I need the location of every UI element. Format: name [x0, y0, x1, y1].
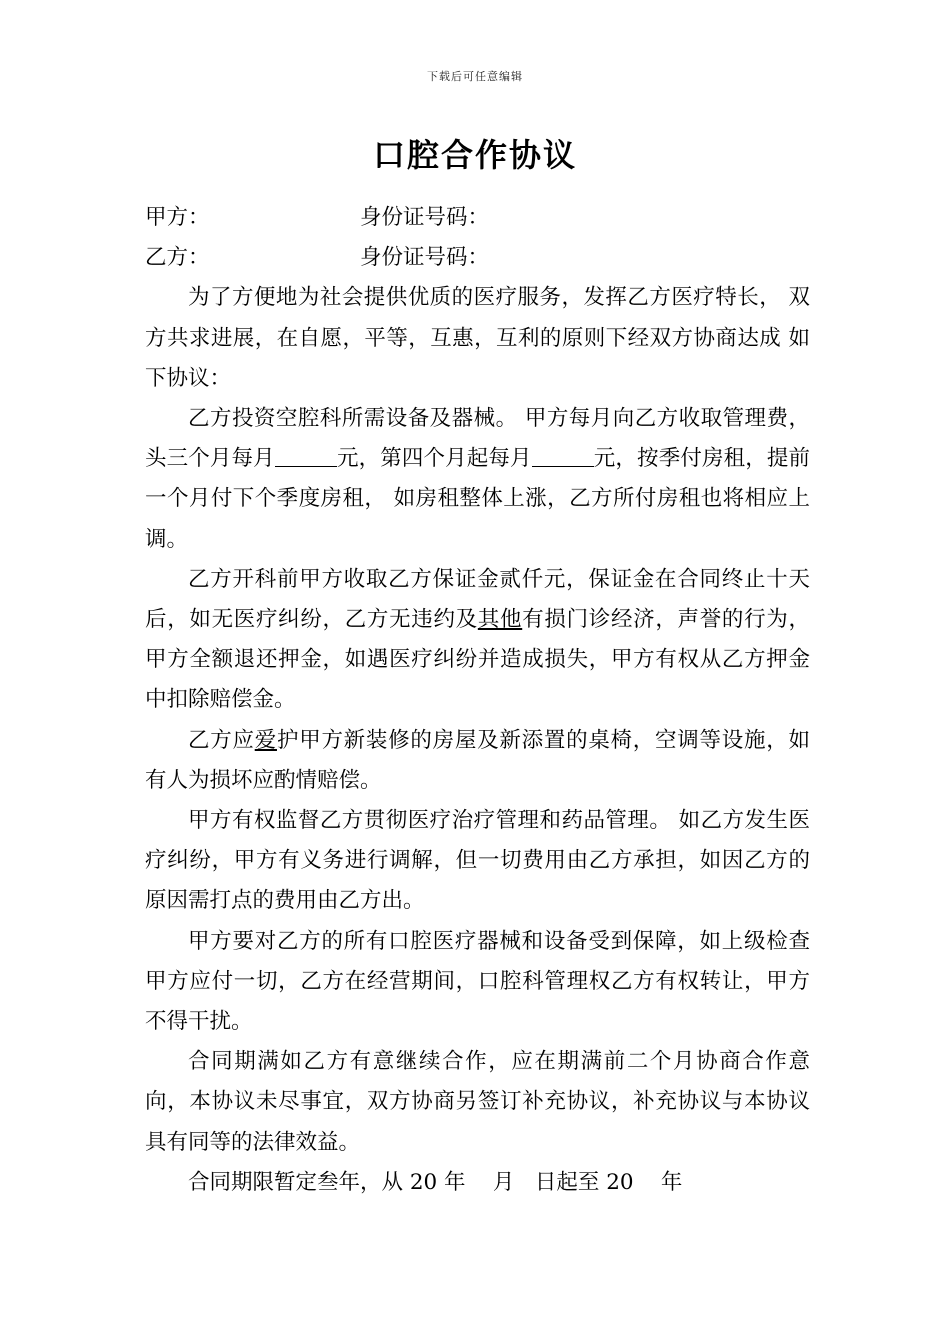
paragraph-text: 乙方开科前甲方收取乙方保证金贰仟元，保证金在合同终止十天后，如无医疗纠纷，乙方无违约及 [145, 566, 810, 632]
header-note: 下载后可任意编辑 [427, 70, 523, 83]
paragraph-deposit [145, 560, 810, 721]
document-body [145, 198, 810, 1203]
party-b-row [145, 238, 810, 278]
party-a-row [145, 198, 810, 238]
paragraph-text: 元，按季付房租，提前一个月付下个季度房租， 如房租整体上涨，乙方所付房租也将相应上调。 [145, 446, 810, 552]
paragraph-care [145, 721, 810, 801]
paragraph-text: 有损门诊经济，声誉的行为，甲方全额退还押金，如遇医疗纠纷并造成损失，甲方有权从乙方押金中扣除赔偿金。 [145, 607, 810, 713]
paragraph-text: 元，第四个月起每月 [336, 446, 532, 472]
paragraph-renewal: 合同期满如乙方有意继续合作，应在期满前二个月协商合作意向，本协议未尽事宜，双方协商另签订补充协议，补充协议与本协议具有同等的法律效益。 [145, 1049, 810, 1155]
fill-blank [532, 442, 594, 467]
paragraph-supervision: 甲方有权监督乙方贯彻医疗治疗管理和药品管理。 如乙方发生医疗纠纷，甲方有义务进行调解，但一切费用由乙方承担，如因乙方的原因需打点的费用由乙方出。 [145, 808, 810, 914]
underlined-text: 爱 [254, 727, 277, 753]
document-title: 口腔合作协议 [372, 136, 577, 174]
paragraph-management-fee [145, 399, 810, 560]
party-b-id-label: 身份证号码： [360, 245, 490, 271]
paragraph-protection: 甲方要对乙方的所有口腔医疗器械和设备受到保障，如上级检查甲方应付一切，乙方在经营期间，口腔科管理权乙方有权转让，甲方不得干扰。 [145, 928, 810, 1035]
paragraph-text: 乙方投资空腔科所需设备及器械。 甲方每月向乙方收取管理费，头三个月每月 [145, 405, 810, 472]
party-a-id-label: 身份证号码： [360, 205, 490, 230]
fill-blank [275, 442, 337, 467]
paragraph-term: 合同期限暂定叁年，从 20 年 月 日起至 20 年 [188, 1169, 683, 1195]
paragraph-text: 乙方应 [188, 727, 255, 753]
underlined-text: 其他 [477, 607, 523, 632]
paragraph-text: 护甲方新装修的房屋及新添置的桌椅，空调等设施，如有人为损坏应酌情赔偿。 [145, 727, 810, 793]
paragraph-intro: 为了方便地为社会提供优质的医疗服务，发挥乙方医疗特长， 双方共求进展，在自愿，平等，互惠，互利的原则下经双方协商达成 如下协议： [145, 285, 810, 391]
party-a-label: 甲方： [145, 205, 210, 230]
party-b-label: 乙方： [145, 245, 210, 271]
